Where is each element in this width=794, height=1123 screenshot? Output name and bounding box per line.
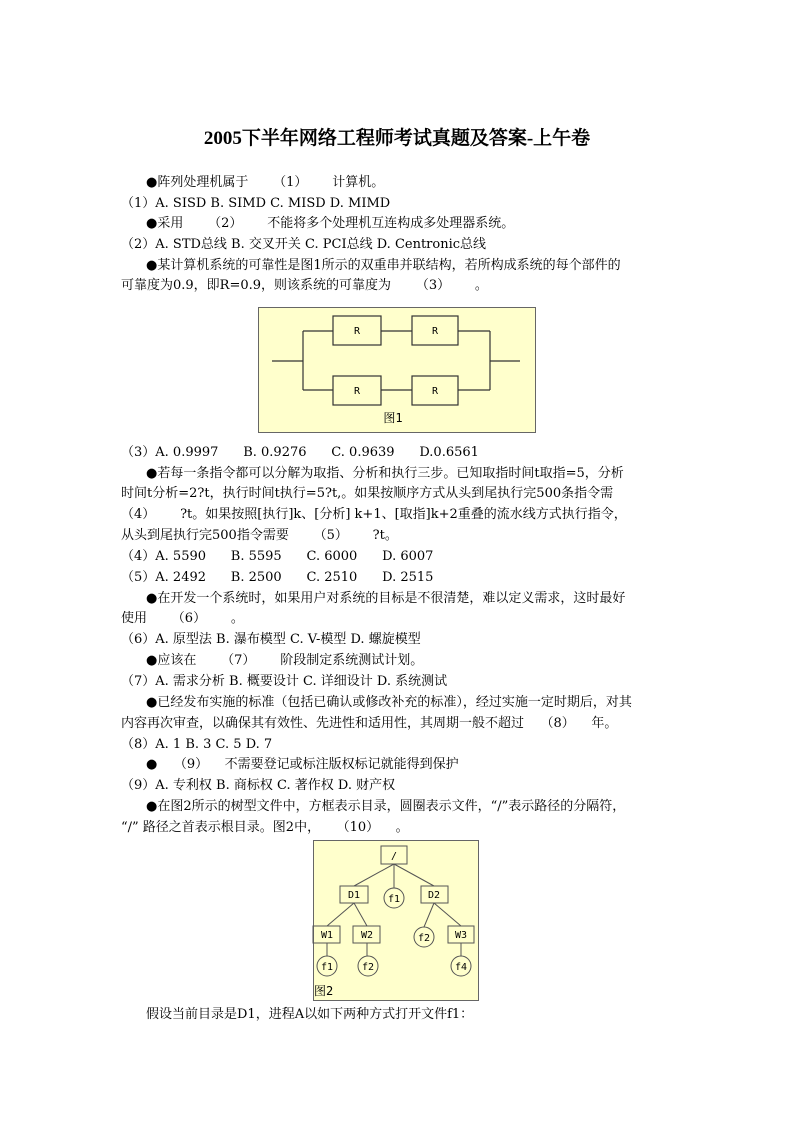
tree-dir: D1 bbox=[347, 890, 361, 901]
options-6: （6）A. 原型法 B. 瀑布模型 C. V-模型 D. 螺旋模型 bbox=[121, 632, 421, 647]
options-1: （1）A. SISD B. SIMD C. MISD D. MIMD bbox=[121, 196, 391, 211]
question-7: ●应该在 （7） 阶段制定系统测试计划。 bbox=[146, 653, 424, 668]
question-8-cont: 内容再次审查，以确保其有效性、先进性和适用性，其周期一般不超过 （8） 年。 bbox=[121, 716, 618, 731]
tree-dir: W2 bbox=[360, 930, 374, 941]
question-4-5-cont: （4） ?t。如果按照[执行]k、[分析] k+1、[取指]k+2重叠的流水线方式执行指令， bbox=[121, 507, 627, 522]
question-4-5: ●若每一条指令都可以分解为取指、分析和执行三步。已知取指时间t取指=5，分析 bbox=[146, 466, 624, 481]
question-6: ●在开发一个系统时，如果用户对系统的目标是不很清楚，难以定义需求，这时最好 bbox=[146, 591, 626, 606]
question-3: ●某计算机系统的可靠性是图1所示的双重串并联结构，若所构成系统的每个部件的 bbox=[146, 258, 621, 273]
options-5: （5）A. 2492 B. 2500 C. 2510 D. 2515 bbox=[121, 570, 434, 585]
tree-file: f2 bbox=[417, 933, 431, 944]
tree-dir: D2 bbox=[427, 890, 441, 901]
tree-file: f1 bbox=[320, 962, 334, 973]
question-8: ●已经发布实施的标准（包括已确认或修改补充的标准），经过实施一定时期后，对其 bbox=[146, 695, 632, 710]
question-10-cont: “/” 路径之首表示根目录。图2中， （10） 。 bbox=[121, 820, 409, 835]
tree-file: f2 bbox=[361, 962, 375, 973]
options-8: （8）A. 1 B. 3 C. 5 D. 7 bbox=[121, 737, 273, 752]
question-6-cont: 使用 （6） 。 bbox=[121, 611, 244, 626]
tree-root-dir: / bbox=[390, 851, 398, 862]
options-2: （2）A. STD总线 B. 交叉开关 C. PCI总线 D. Centronic总线 bbox=[121, 237, 487, 252]
options-7: （7）A. 需求分析 B. 概要设计 C. 详细设计 D. 系统测试 bbox=[121, 674, 448, 689]
figure-1-label: 图1 bbox=[383, 411, 403, 425]
options-9: （9）A. 专利权 B. 商标权 C. 著作权 D. 财产权 bbox=[121, 778, 396, 793]
question-9: ● （9） 不需要登记或标注版权标记就能得到保护 bbox=[146, 757, 459, 772]
component-r: R bbox=[431, 386, 439, 397]
tree-dir: W3 bbox=[454, 930, 468, 941]
question-10: ●在图2所示的树型文件中，方框表示目录，圆圈表示文件，“/”表示路径的分隔符， bbox=[146, 799, 626, 814]
page-title: 2005下半年网络工程师考试真题及答案-上午卷 bbox=[203, 128, 591, 149]
tree-file: f4 bbox=[454, 962, 468, 973]
question-3-cont: 可靠度为0.9，即R=0.9，则该系统的可靠度为 （3） 。 bbox=[121, 278, 488, 293]
component-r: R bbox=[431, 326, 439, 337]
question-2: ●采用 （2） 不能将多个处理机互连构成多处理器系统。 bbox=[146, 216, 515, 231]
question-1: ●阵列处理机属于 （1） 计算机。 bbox=[146, 175, 385, 190]
options-4: （4）A. 5590 B. 5595 C. 6000 D. 6007 bbox=[121, 549, 434, 564]
question-4-5-cont: 从头到尾执行完500指令需要 （5） ?t。 bbox=[121, 528, 398, 543]
question-4-5-cont: 时间t分析=2?t，执行时间t执行=5?t,。如果按顺序方式从头到尾执行完500条指令需 bbox=[121, 486, 614, 501]
options-3: （3）A. 0.9997 B. 0.9276 C. 0.9639 D.0.6561 bbox=[121, 445, 479, 460]
component-r: R bbox=[353, 326, 361, 337]
tree-dir: W1 bbox=[320, 930, 334, 941]
tree-file: f1 bbox=[387, 894, 401, 905]
question-10-scenario: 假设当前目录是D1，进程A以如下两种方式打开文件f1： bbox=[146, 1007, 474, 1022]
figure-2-label: 图2 bbox=[314, 984, 334, 998]
component-r: R bbox=[353, 386, 361, 397]
